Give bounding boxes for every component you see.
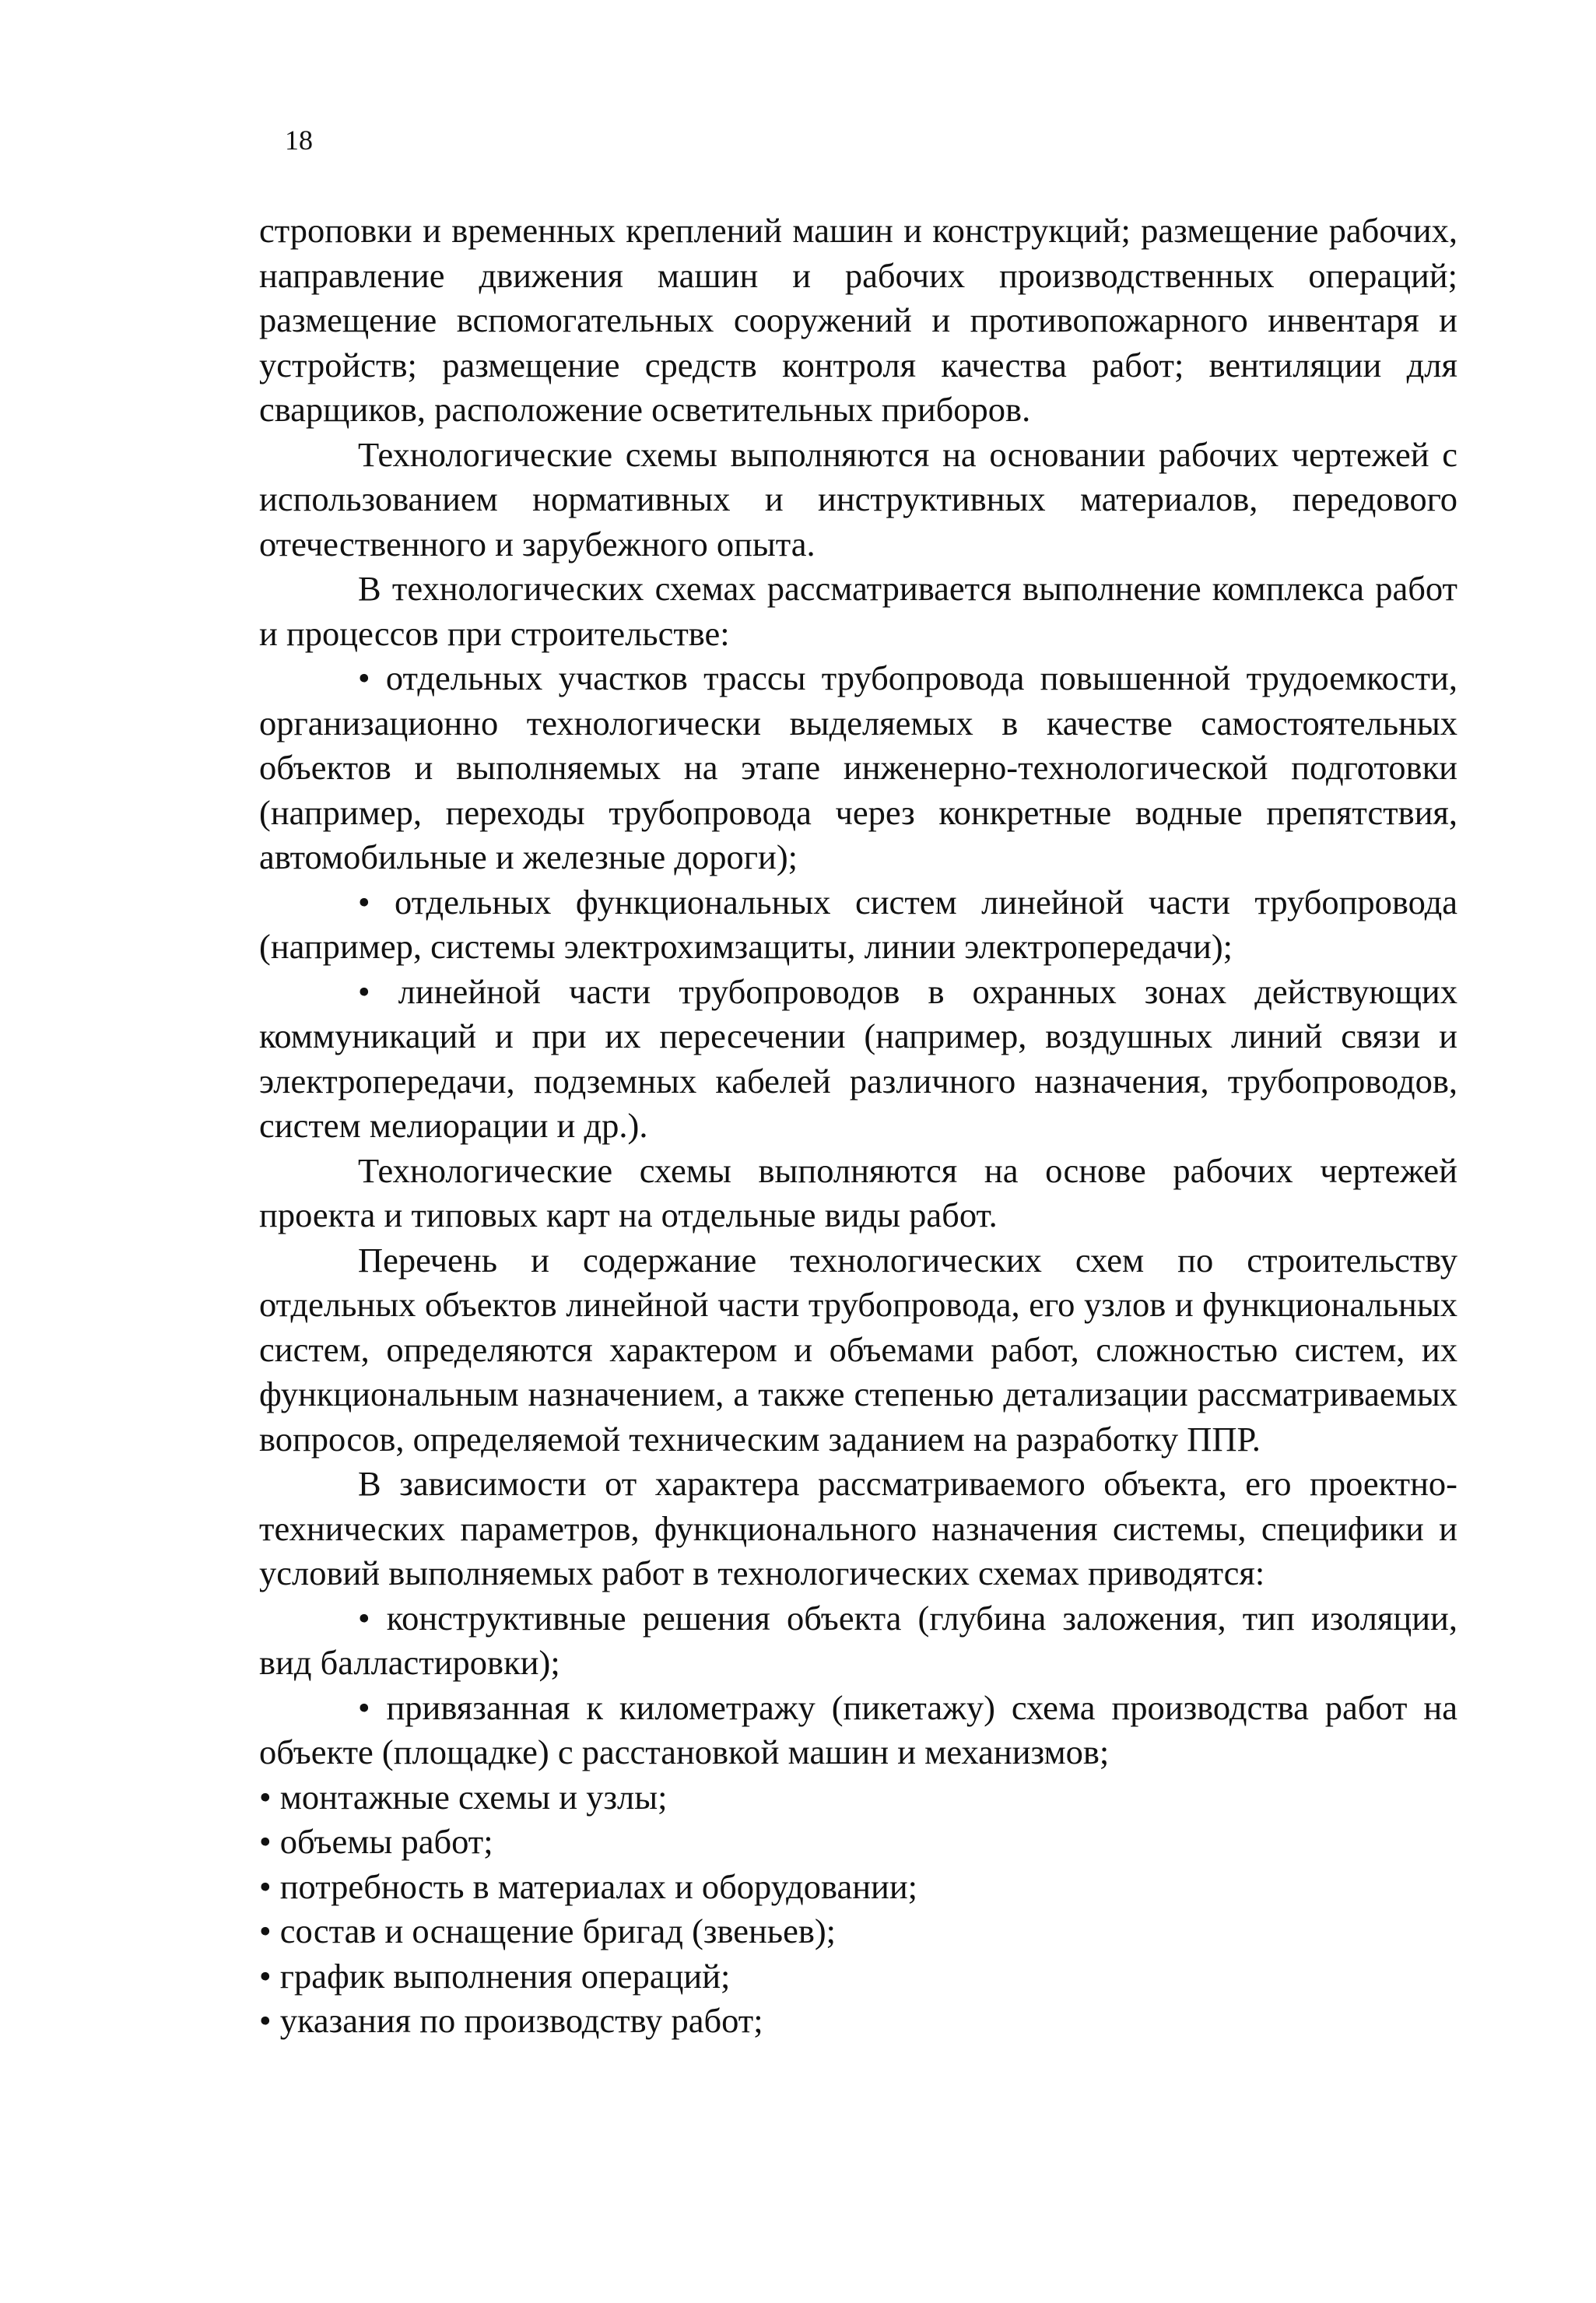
list-item: • график выполнения операций; (259, 1954, 1457, 1999)
list-item: • отдельных функциональных систем линейной части трубопровода (например, системы электрохимзащиты, линии электропередачи); (259, 880, 1457, 970)
list-item: • состав и оснащение бригад (звеньев); (259, 1909, 1457, 1954)
paragraph-schemes-contents: В зависимости от характера рассматриваемого объекта, его проектно-технических параметров, функционального назначения системы, специфики и условий выполняемых работ в технологических схемах приводятся: (259, 1464, 1457, 1592)
paragraph-schemes-list: Перечень и содержание технологических схем по строительству отдельных объектов линейной части трубопровода, его узлов и функциональных систем, определяются характером и объемами работ, сложностью систем, их функциональным назначением, а также степенью детализации рассматриваемых вопросов, определяемой техническим заданием на разработку ППР. (259, 1240, 1457, 1459)
paragraph-continuation: строповки и временных креплений машин и конструкций; размещение рабочих, направление движения машин и рабочих производственных операций; размещение вспомогательных сооружений и противопожарного инвентаря и устройств; размещение средств контроля качества работ; вентиляции для сварщиков, расположение осветительных приборов. (259, 211, 1457, 429)
paragraph-schemes-scope: В технологических схемах рассматривается выполнение комплекса работ и процессов при строительстве: (259, 569, 1457, 653)
list-item: • объемы работ; (259, 1820, 1457, 1865)
list-item: • привязанная к километражу (пикетажу) схема производства работ на объекте (площадке) с расстановкой машин и механизмов; (259, 1686, 1457, 1775)
list-item: • конструктивные решения объекта (глубина заложения, тип изоляции, вид балластировки); (259, 1596, 1457, 1686)
page-body (259, 209, 1457, 2044)
list-item: • потребность в материалах и оборудовании; (259, 1865, 1457, 1910)
page-number: 18 (285, 125, 313, 156)
paragraph-schemes-basis: Технологические схемы выполняются на основании рабочих чертежей с использованием нормативных и инструктивных материалов, передового отечественного и зарубежного опыта. (259, 434, 1457, 563)
paragraph-schemes-drawings: Технологические схемы выполняются на основе рабочих чертежей проекта и типовых карт на отдельные виды работ. (259, 1150, 1457, 1234)
list-item: • отдельных участков трассы трубопровода повышенной трудоемкости, организационно технологически выделяемых в качестве самостоятельных объектов и выполняемых на этапе инженерно-технологической подготовки (например, переходы трубопровода через конкретные водные препятствия, автомобильные и железные дороги); (259, 656, 1457, 880)
list-item: • указания по производству работ; (259, 1999, 1457, 2044)
list-item: • монтажные схемы и узлы; (259, 1775, 1457, 1820)
list-item: • линейной части трубопроводов в охранных зонах действующих коммуникаций и при их пересечении (например, воздушных линий связи и электропередачи, подземных кабелей различного назначения, трубопроводов, систем мелиорации и др.). (259, 970, 1457, 1149)
